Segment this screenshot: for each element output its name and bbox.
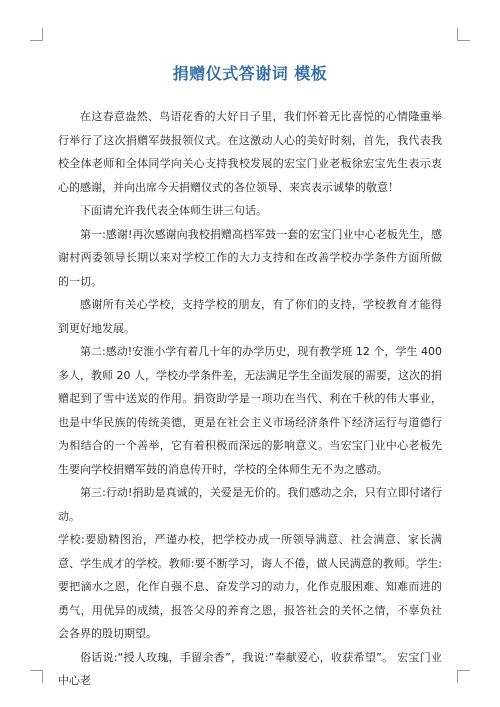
paragraph-thanks-friends: 感谢所有关心学校，支持学校的朋友，有了你们的支持，学校教育才能得到更好地发展。 <box>58 298 442 335</box>
paragraph-third-point: 第三:行动!捐助是真诚的，关爱是无价的。我们感动之余，只有立即付诸行动。 <box>58 486 442 523</box>
paragraph-closing: 俗话说:“授人玫瑰，手留余香”，我说:”奉献爱心，收获希望”。 宏宝门业中心老 <box>58 650 442 687</box>
paragraph-opening: 在这春意盎然、鸟语花香的大好日子里，我们怀着无比喜悦的心情隆重举行举行了这次捐赠军鼓报领仪式。在这激动人心的美好时刻，首先，我代表我校全体老师和全体同学向关心支持我校发展的宏宝门业老板徐宏宝先生表示衷心的感谢，并向出席今天捐赠仪式的各位领导、来宾表示诚挚的敬意！ <box>58 110 442 194</box>
crop-mark-bottom-left <box>30 670 43 683</box>
crop-mark-top-right <box>457 28 470 41</box>
crop-mark-top-left <box>30 28 43 41</box>
document-title: 捐赠仪式答谢词 模板 <box>172 64 328 83</box>
document-body <box>58 105 442 693</box>
paragraph-first-point: 第一:感谢!再次感谢向我校捐赠高档军鼓一套的宏宝门业中心老板先生，感谢村两委领导长期以来对学校工作的大力支持和在改善学校办学条件方面所做的一切。 <box>58 227 442 288</box>
document-page <box>58 64 442 693</box>
paragraph-actions: 学校:要励精图治，严谨办校，把学校办成一所领导满意、社会满意、家长满意、学生成才的学校。教师:要不断学习，诲人不倦，做人民满意的教师。学生:要把滴水之恩，化作自强不息、奋发学习的动力，化作克服困难、知难而进的勇气，用优异的成绩，报答父母的养育之恩，报答社会的关怀之情，不辜负社会各界的殷切期望。 <box>58 533 442 640</box>
paragraph-second-point: 第二:感动!安淮小学有着几十年的办学历史，现有教学班 12 个，学生 400 多人，教师 20 人，学校办学条件差，无法满足学生全面发展的需要，这次的捐赠起到了雪中送炭的作用。捐资助学是一项功在当代、利在千秋的伟大事业，也是中华民族的传统美德，更是在社会主义市场经济条件下经济运行与道德行为相结合的一个善举，它有着积极而深远的影响意义。当宏宝门业中心老板先生要向学校捐赠军鼓的消息传开时，学校的全体师生无不为之感动。 <box>58 345 442 476</box>
paragraph-intro: 下面请允许我代表全体师生讲三句话。 <box>80 204 267 217</box>
crop-mark-bottom-right <box>457 670 470 683</box>
